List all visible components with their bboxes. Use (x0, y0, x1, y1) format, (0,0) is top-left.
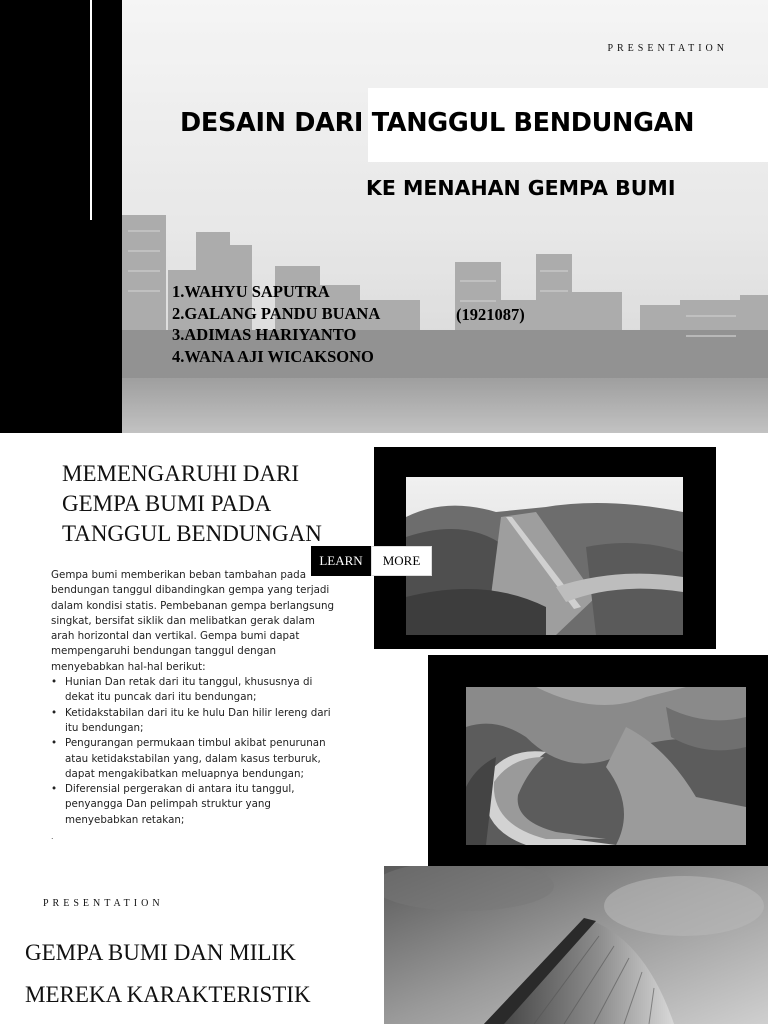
trailing-mark: . (51, 831, 54, 841)
third-slide (0, 866, 768, 1024)
title-line: MEREKA KARAKTERISTIK (25, 982, 311, 1007)
list-item: • Pengurangan permukaan timbul akibat penurunan atau ketidakstabilan yang, dalam kasus terburuk, dapat mengakibatkan meluapnya bendungan; (51, 736, 341, 782)
slide-title (25, 932, 311, 1016)
heading-line: GEMPA BUMI PADA (62, 491, 272, 516)
section-heading (62, 459, 362, 549)
skyscraper-photo (384, 866, 768, 1024)
list-item: • Hunian Dan retak dari itu tanggul, khususnya di dekat itu puncak dari itu bendungan; (51, 675, 341, 706)
more-button[interactable]: MORE (371, 546, 432, 576)
list-item: • Diferensial pergerakan di antara itu tanggul, penyangga Dan pelimpah struktur yang menyebabkan retakan; (51, 782, 341, 828)
landslide-road-photo (466, 687, 746, 845)
title-slide (0, 0, 768, 433)
presentation-label: PRESENTATION (43, 898, 164, 909)
title-line: GEMPA BUMI DAN MILIK (25, 940, 296, 965)
member-name: 4.WANA AJI WICAKSONO (172, 346, 374, 366)
content-slide (0, 433, 768, 866)
left-black-bar (0, 0, 122, 433)
member-name: 2.GALANG PANDU BUANA (172, 303, 381, 323)
slide-title: DESAIN DARI TANGGUL BENDUNGAN (180, 108, 695, 138)
effects-list (51, 675, 341, 828)
presentation-label: PRESENTATION (607, 43, 728, 54)
dam-embankment-photo (406, 477, 683, 635)
vertical-divider-line (90, 0, 92, 220)
member-name: 3.ADIMAS HARIYANTO (172, 325, 357, 344)
list-item: • Ketidakstabilan dari itu ke hulu Dan hilir lereng dari itu bendungan; (51, 706, 341, 737)
member-name: 1.WAHYU SAPUTRA (172, 282, 330, 301)
body-text (51, 568, 341, 828)
heading-line: MEMENGARUHI DARI (62, 461, 300, 486)
learn-button[interactable]: LEARN (311, 546, 371, 576)
heading-line: TANGGUL BENDUNGAN (62, 521, 322, 546)
intro-paragraph: Gempa bumi memberikan beban tambahan pada bendungan tanggul dibandingkan gempa yang terjadi dalam kondisi statis. Pembebanan gempa berlangsung singkat, bersifat siklik dan melibatkan gerak dalam arah horizontal dan vertikal. Gempa bumi dapat mempengaruhi bendungan tanggul dengan menyebabkan hal-hal berikut: (51, 569, 335, 673)
member-list (172, 281, 380, 367)
student-id: (1921087) (456, 305, 525, 324)
slide-subtitle: KE MENAHAN GEMPA BUMI (366, 176, 676, 200)
